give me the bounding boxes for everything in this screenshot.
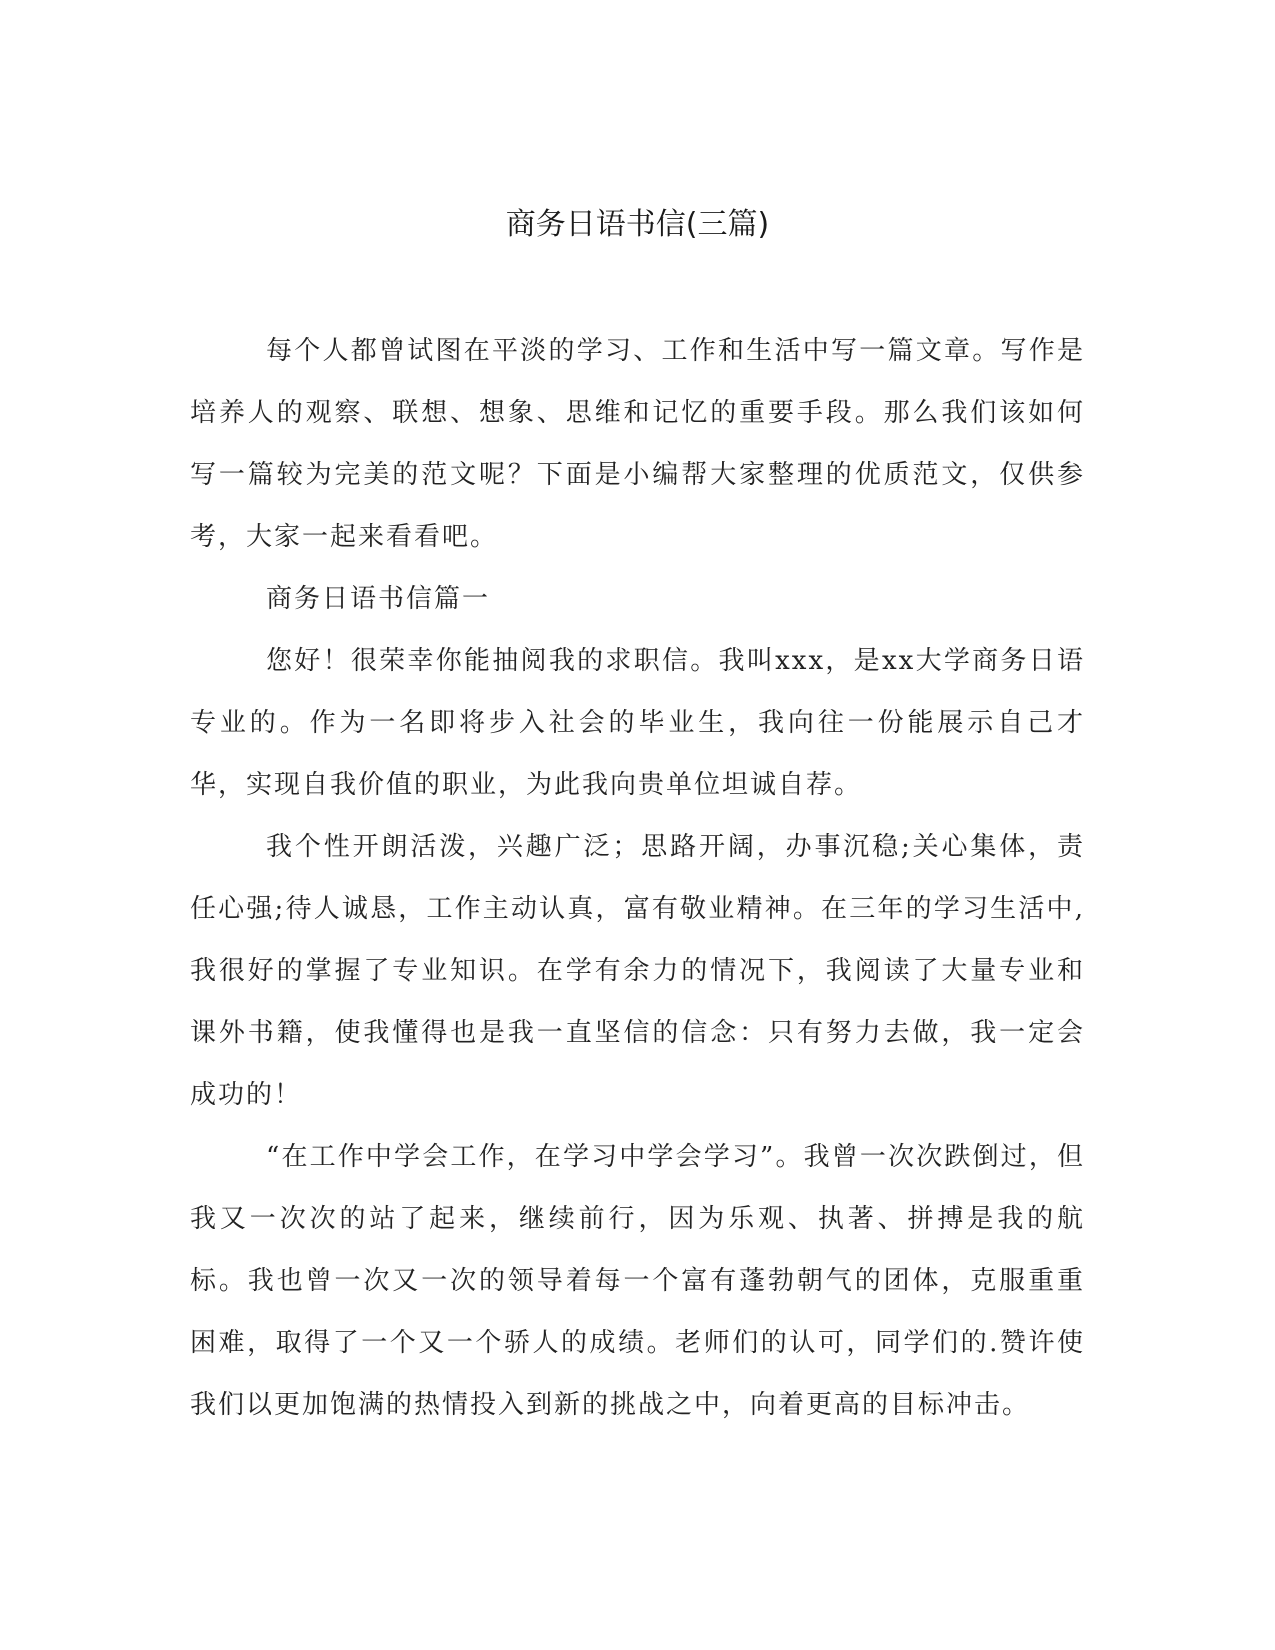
section-heading: 商务日语书信篇一 <box>266 584 491 614</box>
document-body <box>190 320 1085 1436</box>
letter-paragraph-greeting: 您好！很荣幸你能抽阅我的求职信。我叫xxx，是xx大学商务日语专业的。作为一名即将步入社会的毕业生，我向往一份能展示自己才华，实现自我价值的职业，为此我向贵单位坦诚自荐。 <box>190 646 1085 800</box>
letter-paragraph-personality: 我个性开朗活泼，兴趣广泛；思路开阔，办事沉稳;关心集体，责任心强;待人诚恳，工作主动认真，富有敬业精神。在三年的学习生活中,我很好的掌握了专业知识。在学有余力的情况下，我阅读了大量专业和课外书籍，使我懂得也是我一直坚信的信念：只有努力去做，我一定会成功的！ <box>190 832 1085 1110</box>
intro-paragraph: 每个人都曾试图在平淡的学习、工作和生活中写一篇文章。写作是培养人的观察、联想、想象、思维和记忆的重要手段。那么我们该如何写一篇较为完美的范文呢？下面是小编帮大家整理的优质范文，仅供参考，大家一起来看看吧。 <box>190 336 1085 552</box>
document-title: 商务日语书信(三篇) <box>505 207 770 242</box>
letter-paragraph-experience: “在工作中学会工作，在学习中学会学习”。我曾一次次跌倒过，但我又一次次的站了起来，继续前行，因为乐观、执著、拼搏是我的航标。我也曾一次又一次的领导着每一个富有蓬勃朝气的团体，克服重重困难，取得了一个又一个骄人的成绩。老师们的认可，同学们的.赞许使我们以更加饱满的热情投入到新的挑战之中，向着更高的目标冲击。 <box>190 1142 1085 1420</box>
